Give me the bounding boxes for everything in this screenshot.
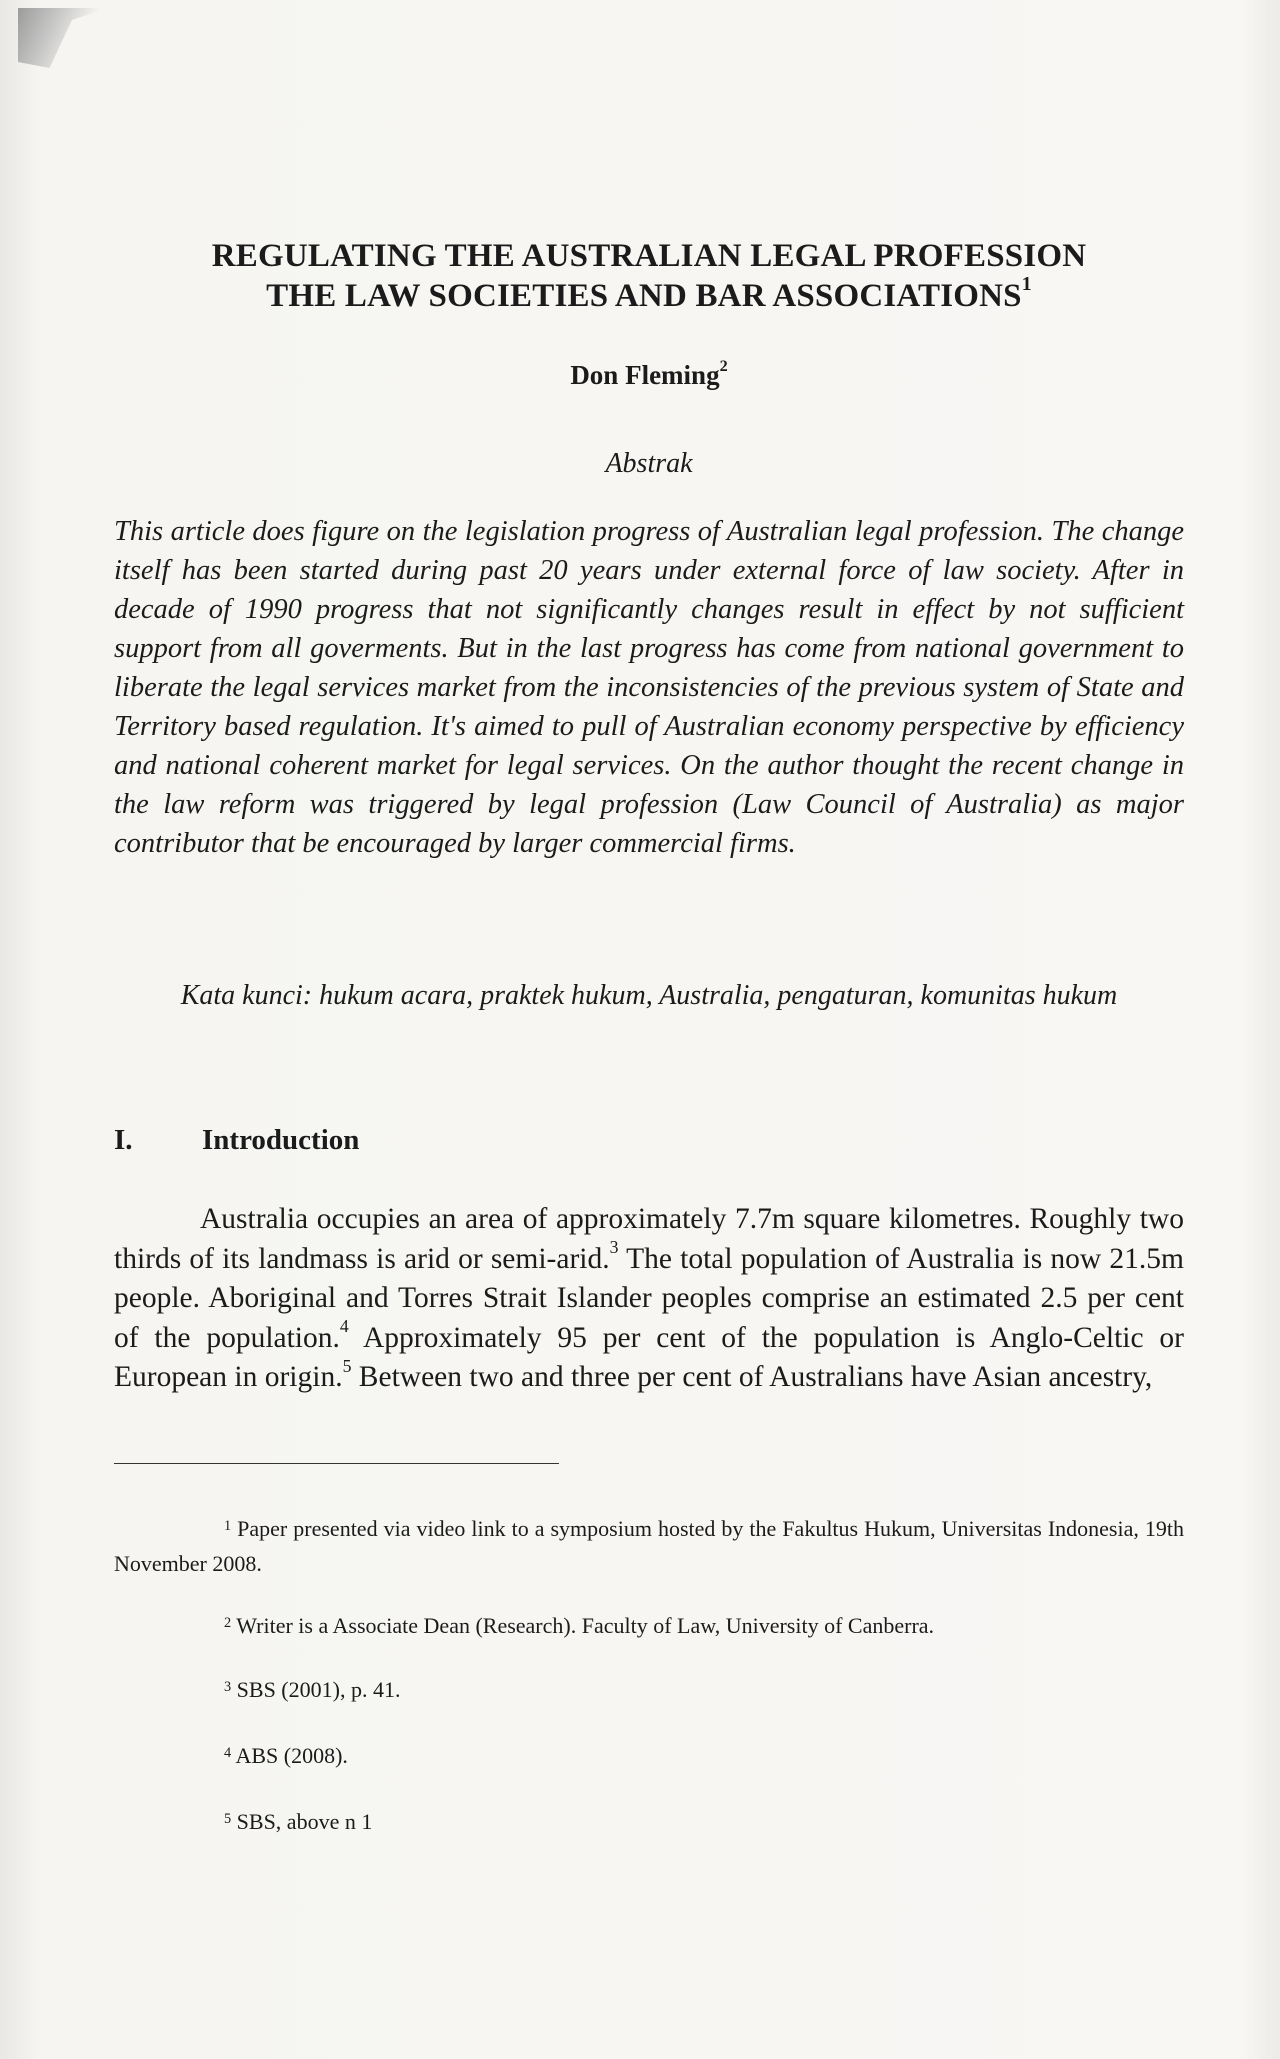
title-line-2-text: THE LAW SOCIETIES AND BAR ASSOCIATIONS [266,278,1022,314]
footnote-5-number: 5 [224,1810,232,1827]
intro-footnote-ref-3[interactable]: 3 [609,1237,619,1258]
title-line-1: REGULATING THE AUSTRALIAN LEGAL PROFESSION [211,238,1087,274]
section-number: I. [114,1124,133,1156]
title-footnote-ref[interactable]: 1 [1021,273,1032,296]
scan-corner-artifact [18,8,108,68]
footnote-2 [114,1610,1184,1645]
footnote-5-text: SBS, above n 1 [231,1809,373,1834]
footnote-1 [114,1513,1184,1580]
abstract-heading: Abstrak [605,448,693,479]
intro-text-4: Between two and three per cent of Australians have Asian ancestry, [351,1361,1153,1393]
footnote-3-text: SBS (2001), p. 41. [231,1677,401,1702]
author-footnote-ref[interactable]: 2 [719,356,728,375]
footnote-3-number: 3 [224,1678,232,1695]
footnote-divider [114,1463,559,1464]
section-title: Introduction [202,1124,360,1156]
footnote-2-number: 2 [224,1614,232,1631]
section-heading [114,1124,1184,1157]
footnote-4-text: ABS (2008). [231,1743,348,1768]
intro-text-2: The total population of Australia is now 21.5m people. Aboriginal and Torres Strait Islander peoples comprise an estimated 2.5 per cent of the population. [114,1242,1184,1354]
intro-paragraph [114,1200,1184,1398]
footnote-2-text: Writer is a Associate Dean (Research). Faculty of Law, University of Canberra. [231,1613,935,1638]
footnote-3 [114,1674,1184,1709]
intro-footnote-ref-5[interactable]: 5 [342,1355,352,1376]
intro-text-3: Approximately 95 per cent of the population is Anglo-Celtic or European in origin. [114,1321,1185,1393]
abstract-text: This article does figure on the legislation progress of Australian legal profession. The change itself has been started during past 20 years under external force of law society. After in decade of 1990 progress that not significantly changes result in effect by not sufficient support from all goverments. But in the last progress has come from national government to liberate the legal services market from the inconsistencies of the previous system of State and Territory based regulation. It's aimed to pull of Australian economy perspective by efficiency and national coherent market for legal services. On the author thought the recent change in the law reform was triggered by legal profession (Law Council of Australia) as major contributor that be encouraged by larger commercial firms. [114,516,1184,859]
intro-footnote-ref-4[interactable]: 4 [339,1316,349,1337]
footnote-4 [114,1740,1184,1775]
title-line-2 [114,273,1184,316]
intro-text-1: Australia occupies an area of approximately 7.7m square kilometres. Roughly two thirds of its landmass is arid or semi-arid. [114,1203,1184,1275]
footnote-1-text: Paper presented via video link to a symposium hosted by the Fakultus Hukum, Universitas Indonesia, 19th November 2008. [114,1516,1184,1576]
article-title [114,236,1184,316]
footnote-4-number: 4 [224,1744,232,1761]
footnote-1-number: 1 [224,1517,232,1534]
keywords: Kata kunci: hukum acara, praktek hukum, Australia, pengaturan, komunitas hukum [180,980,1118,1011]
author-name [114,356,1184,391]
author-text: Don Fleming [570,360,720,390]
footnote-5 [114,1806,1184,1841]
